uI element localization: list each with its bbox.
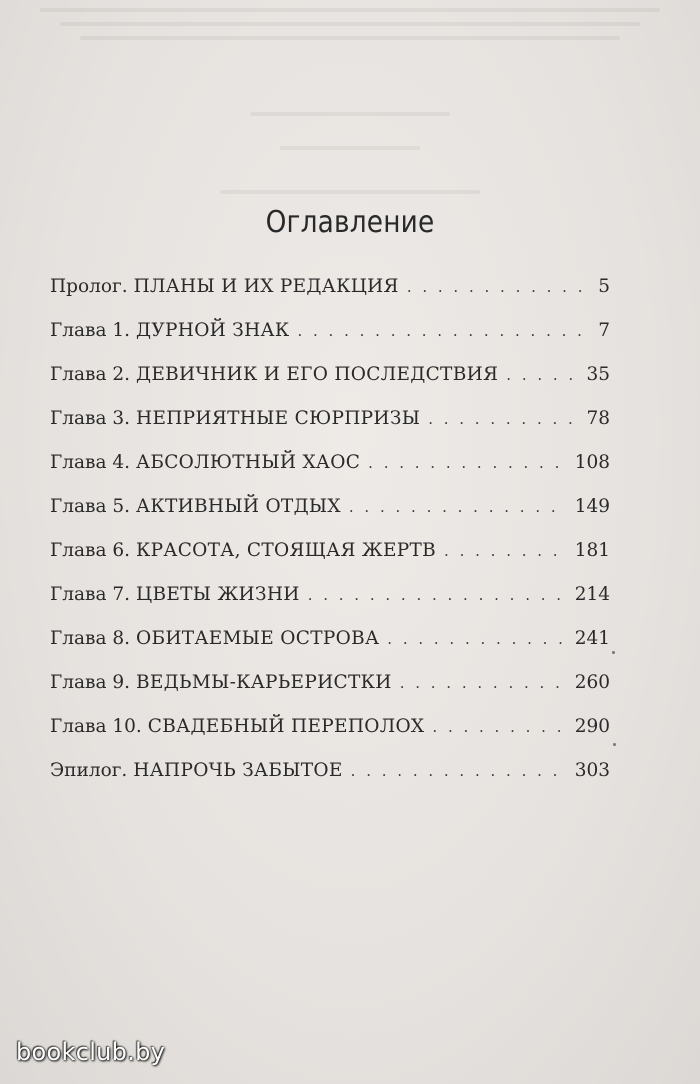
toc-entry-title: ЦВЕТЫ ЖИЗНИ: [136, 584, 300, 605]
toc-entry-title: ПЛАНЫ И ИХ РЕДАКЦИЯ: [133, 276, 399, 297]
toc-dot-leader: [444, 542, 567, 560]
toc-entry-label: Глава 4.: [50, 452, 131, 473]
toc-entry-label: Глава 7.: [50, 584, 131, 605]
toc-dot-leader: [400, 674, 567, 692]
toc-entry-label: Глава 1.: [50, 320, 131, 341]
toc-entry-page-number: 5: [598, 276, 610, 297]
toc-entry-page-number: 149: [574, 496, 610, 517]
toc-entry-label: Глава 6.: [50, 540, 131, 561]
toc-entry-page-number: 260: [574, 672, 610, 693]
toc-entry: [50, 672, 610, 716]
toc-entry-title: НЕПРИЯТНЫЕ СЮРПРИЗЫ: [136, 408, 421, 429]
toc-entry-title: АКТИВНЫЙ ОТДЫХ: [136, 496, 341, 517]
toc-dot-leader: [407, 278, 588, 296]
toc-entry-title: НАПРОЧЬ ЗАБЫТОЕ: [133, 760, 343, 781]
toc-entry-title: АБСОЛЮТНЫЙ ХАОС: [136, 452, 361, 473]
toc-dot-leader: [368, 454, 567, 472]
paper-speck: [613, 743, 616, 746]
toc-entry: [50, 364, 610, 408]
watermark-text: bookclub.by: [16, 1038, 166, 1066]
toc-entry: [50, 760, 610, 804]
toc-entry-title: ОБИТАЕМЫЕ ОСТРОВА: [136, 628, 380, 649]
toc-entry-label: Глава 9.: [50, 672, 131, 693]
toc-entry-title: ДЕВИЧНИК И ЕГО ПОСЛЕДСТВИЯ: [136, 364, 499, 385]
toc-entry: [50, 628, 610, 672]
toc-dot-leader: [428, 410, 578, 428]
toc-dot-leader: [387, 630, 566, 648]
toc-entry-label: Эпилог.: [50, 760, 128, 781]
toc-entry-label: Глава 5.: [50, 496, 131, 517]
toc-entry-label: Глава 10.: [50, 716, 142, 737]
toc-entry: [50, 540, 610, 584]
page-title: Оглавление: [265, 205, 435, 240]
toc-dot-leader: [432, 718, 566, 736]
toc-entry-page-number: 78: [586, 408, 610, 429]
toc-entry: [50, 584, 610, 628]
toc-entry: [50, 452, 610, 496]
toc-dot-leader: [297, 322, 588, 340]
toc-entry-page-number: 181: [574, 540, 610, 561]
toc-dot-leader: [351, 762, 567, 780]
toc-entry-page-number: 214: [574, 584, 610, 605]
toc-entry-title: ДУРНОЙ ЗНАК: [136, 320, 290, 341]
toc-entry: [50, 408, 610, 452]
toc-dot-leader: [349, 498, 567, 516]
toc-entry: [50, 496, 610, 540]
toc-entry-page-number: 290: [574, 716, 610, 737]
toc-entry-title: ВЕДЬМЫ-КАРЬЕРИСТКИ: [136, 672, 392, 693]
toc-entry-label: Глава 3.: [50, 408, 131, 429]
toc-entry-label: Пролог.: [50, 276, 128, 297]
paper-speck: [612, 651, 615, 654]
toc-dot-leader: [308, 586, 567, 604]
toc-entry-label: Глава 2.: [50, 364, 131, 385]
toc-dot-leader: [506, 366, 578, 384]
toc-entry-page-number: 108: [574, 452, 610, 473]
toc-entry-label: Глава 8.: [50, 628, 131, 649]
toc-entry-page-number: 7: [598, 320, 610, 341]
toc-entry-title: КРАСОТА, СТОЯЩАЯ ЖЕРТВ: [136, 540, 437, 561]
toc-entry: [50, 716, 610, 760]
toc-entry-page-number: 35: [586, 364, 610, 385]
toc-entry: [50, 276, 610, 320]
table-of-contents: [50, 276, 610, 804]
toc-entry-title: СВАДЕБНЫЙ ПЕРЕПОЛОХ: [147, 716, 425, 737]
toc-entry-page-number: 303: [574, 760, 610, 781]
toc-entry-page-number: 241: [574, 628, 610, 649]
toc-entry: [50, 320, 610, 364]
